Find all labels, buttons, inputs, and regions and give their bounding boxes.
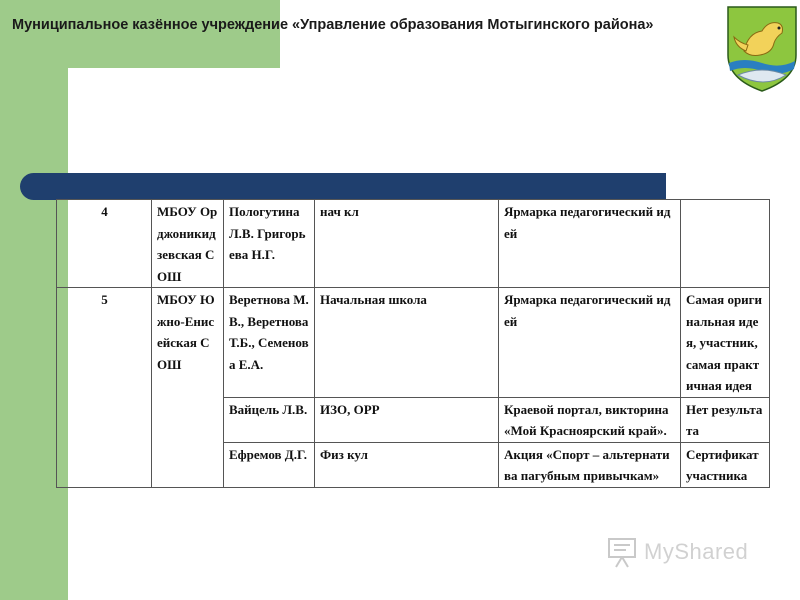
result-cell [681, 200, 770, 288]
people-cell: Ефремов Д.Г. [224, 442, 315, 487]
subject-cell: Начальная школа [315, 288, 499, 398]
people-cell: Пологутина Л.В. Григорьева Н.Г. [224, 200, 315, 288]
people-cell: Веретнова М.В., Веретнова Т.Б., Семенова Е.А. [224, 288, 315, 398]
people-cell: Вайцель Л.В. [224, 397, 315, 442]
result-cell: Сертификат участника [681, 442, 770, 487]
event-cell: Ярмарка педагогический идей [499, 200, 681, 288]
event-cell: Акция «Спорт – альтернатива пагубным привычкам» [499, 442, 681, 487]
watermark-text: MyShared [644, 539, 749, 564]
table-row [57, 200, 770, 288]
school-cell: МБОУ Южно-Енисейская СОШ [152, 288, 224, 488]
decorative-blue-bar [20, 173, 666, 200]
page-title: Муниципальное казённое учреждение «Управление образования Мотыгинского района» [12, 17, 654, 33]
row-number: 4 [57, 200, 152, 288]
subject-cell: ИЗО, ОРР [315, 397, 499, 442]
event-cell: Ярмарка педагогический идей [499, 288, 681, 398]
subject-cell: Физ кул [315, 442, 499, 487]
subject-cell: нач кл [315, 200, 499, 288]
event-cell: Краевой портал, викторина «Мой Красноярский край». [499, 397, 681, 442]
school-cell: МБОУ Орджоникидзевская СОШ [152, 200, 224, 288]
coat-of-arms-icon [724, 3, 800, 93]
result-cell: Самая оригинальная идея, участник, самая практичная идея [681, 288, 770, 398]
table-row [57, 288, 770, 398]
row-number: 5 [57, 288, 152, 488]
result-cell: Нет результата [681, 397, 770, 442]
data-table [56, 199, 770, 488]
